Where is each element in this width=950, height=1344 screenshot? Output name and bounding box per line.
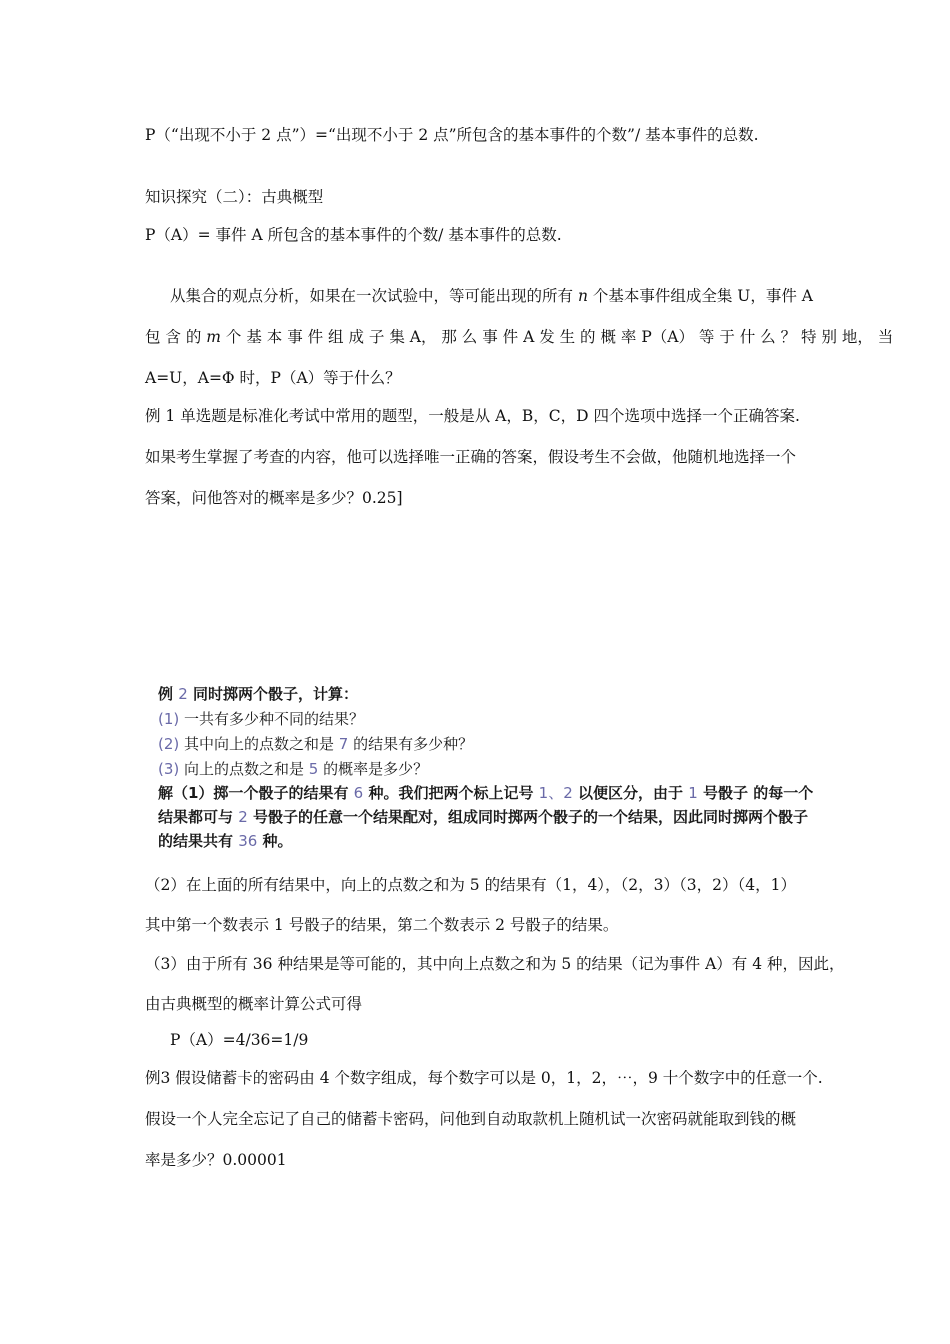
image-line: 结果都可与 2 号骰子的任意一个结果配对，组成同时掷两个骰子的一个结果，因此同时掷两个骰子	[158, 808, 809, 826]
example-1-line: 答案，问他答对的概率是多少？0.25]	[145, 489, 403, 507]
example-3-line: 假设一个人完全忘记了自己的储蓄卡密码，问他到自动取款机上随机试一次密码就能取到钱的概	[145, 1110, 797, 1128]
image-line: 解（1）掷一个骰子的结果有 6 种。我们把两个标上记号 1、2 以便区分，由于 1 号骰子 的每一个	[158, 784, 814, 802]
solution-line: （3）由于所有 36 种结果是等可能的，其中向上点数之和为 5 的结果（记为事件 A）有 4 种，因此，	[145, 955, 845, 973]
solution-line: 其中第一个数表示 1 号骰子的结果，第二个数表示 2 号骰子的结果。	[145, 916, 619, 934]
image-line: 例 2 同时掷两个骰子，计算：	[158, 685, 359, 703]
example-3-line: 例3 假设储蓄卡的密码由 4 个数字组成，每个数字可以是 0，1，2，⋯，9 十个数字中的任意一个.	[145, 1069, 823, 1087]
section-heading: 知识探究（二）：古典概型	[145, 188, 324, 206]
formula-line: P（A）= 事件 A 所包含的基本事件的个数/ 基本事件的总数.	[145, 226, 562, 244]
paragraph-line: 从集合的观点分析，如果在一次试验中，等可能出现的所有 n 个基本事件组成全集 U，事件 A	[170, 287, 813, 305]
paragraph-line: A=U，A=Φ 时，P（A）等于什么？	[145, 369, 401, 387]
image-line: (3) 向上的点数之和是 5 的概率是多少？	[158, 760, 429, 778]
image-line: (1) 一共有多少种不同的结果？	[158, 710, 365, 728]
example-2-image	[150, 678, 870, 856]
image-line: 的结果共有 36 种。	[158, 832, 293, 850]
text-line: P（“出现不小于 2 点”）=“出现不小于 2 点”所包含的基本事件的个数”/ 基本事件的总数.	[145, 126, 759, 144]
solution-line: （2）在上面的所有结果中，向上的点数之和为 5 的结果有（1，4），（2，3）（3，2）（4，1）	[145, 876, 796, 894]
probability-result: P（A）=4/36=1/9	[170, 1031, 309, 1049]
image-line: (2) 其中向上的点数之和是 7 的结果有多少种？	[158, 735, 474, 753]
paragraph-line: 包 含 的 m 个 基 本 事 件 组 成 子 集 A， 那 么 事 件 A 发 生 的 概 率 P（A） 等 于 什 么 ？ 特 别 地， 当	[145, 328, 894, 346]
example-1-line: 如果考生掌握了考查的内容，他可以选择唯一正确的答案，假设考生不会做，他随机地选择一个	[145, 448, 797, 466]
solution-line: 由古典概型的概率计算公式可得	[145, 995, 363, 1013]
example-1-line: 例 1 单选题是标准化考试中常用的题型，一般是从 A，B，C，D 四个选项中选择一个正确答案.	[145, 407, 800, 425]
example-3-line: 率是多少？0.00001	[145, 1151, 287, 1169]
